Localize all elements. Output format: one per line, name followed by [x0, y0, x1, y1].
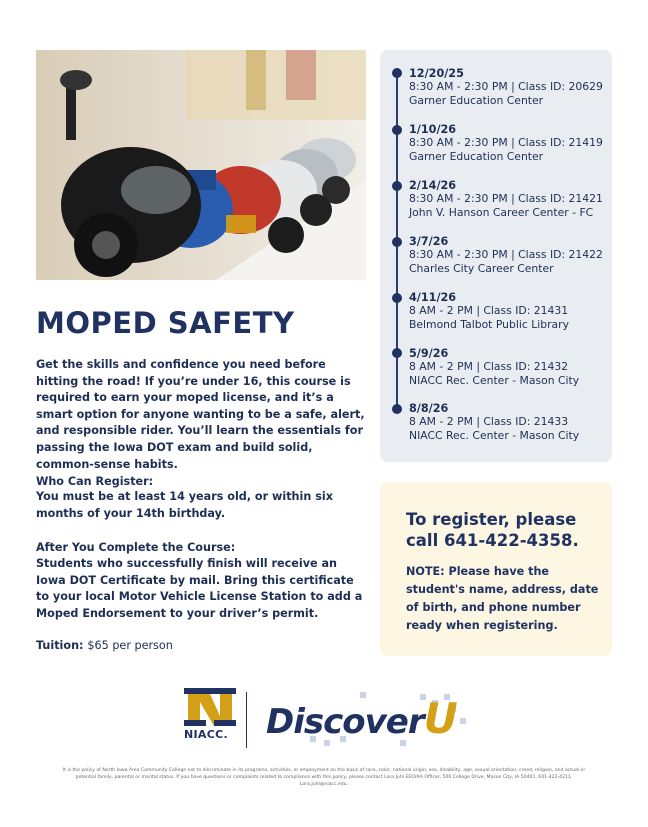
niacc-emblem-icon — [184, 688, 236, 726]
schedule-session — [409, 402, 579, 442]
session-details: 8 AM - 2 PM | Class ID: 21431 — [409, 304, 569, 318]
discover-u-mark: U — [423, 694, 457, 743]
register-call-text: To register, please call 641-422-4358. — [406, 510, 579, 550]
hero-photo-mopeds — [36, 50, 366, 280]
session-date: 4/11/26 — [409, 291, 457, 304]
discover-wordmark: Discover — [266, 702, 424, 742]
session-details: 8 AM - 2 PM | Class ID: 21433 — [409, 415, 569, 429]
nondiscrimination-footer: It is the policy of North Iowa Area Community College not to discriminate in its programs, activities, or employment on the basis of race, color, national origin, sex, disability, age, sexual orientation, creed, religion, and actual or potential family, parental or marital status. If you have questions or complaints related to compliance with this policy, please contact Lora Juhl EEO/AA Officer, 500 College Drive, Mason City, IA 50401, 641-422-4211, Lora.Juhl@niacc.edu. — [62, 768, 586, 787]
who-can-register-text: You must be at least 14 years old, or within six months of your 14th birthday. — [36, 490, 333, 520]
session-date: 12/20/25 — [409, 67, 464, 80]
session-location: Garner Education Center — [409, 93, 544, 107]
session-details: 8:30 AM - 2:30 PM | Class ID: 21419 — [409, 136, 603, 150]
schedule-session — [409, 123, 603, 163]
session-location: NIACC Rec. Center - Mason City — [409, 373, 580, 387]
session-location: Belmond Talbot Public Library — [409, 317, 569, 331]
intro-paragraph: Get the skills and confidence you need before hitting the road! If you’re under 16, this course is required to earn your moped license, and it’s a smart option for anyone wanting to be a safe, alert, and responsible rider. You’ll learn the essentials for passing the Iowa DOT exam and build solid, common-sense habits. — [36, 358, 365, 471]
session-details: 8:30 AM - 2:30 PM | Class ID: 20629 — [409, 80, 603, 94]
session-details: 8 AM - 2 PM | Class ID: 21432 — [409, 360, 569, 374]
page-title: MOPED SAFETY — [36, 306, 295, 340]
tuition — [36, 638, 368, 655]
timeline-dot — [392, 125, 402, 135]
session-location: John V. Hanson Career Center - FC — [409, 205, 594, 219]
session-date: 5/9/26 — [409, 347, 449, 360]
after-course-heading: After You Complete the Course: — [36, 541, 236, 554]
timeline-dot — [392, 348, 402, 358]
session-date: 2/14/26 — [409, 179, 457, 192]
timeline-dot — [392, 68, 402, 78]
session-date: 3/7/26 — [409, 235, 449, 248]
schedule-session — [409, 347, 579, 387]
schedule-session — [409, 291, 569, 331]
session-location: Garner Education Center — [409, 149, 544, 163]
timeline-dot — [392, 181, 402, 191]
tuition-label: Tuition: — [36, 639, 84, 652]
schedule-session — [409, 67, 603, 107]
schedule-session — [409, 179, 603, 219]
session-date: 1/10/26 — [409, 123, 457, 136]
after-course-text: Students who successfully finish will receive an Iowa DOT Certificate by mail. Bring this certificate to your local Motor Vehicle License Station to add a Moped Endorsement to your driver’s permit. — [36, 557, 363, 620]
schedule-session — [409, 235, 603, 275]
session-details: 8:30 AM - 2:30 PM | Class ID: 21422 — [409, 248, 603, 262]
session-location: Charles City Career Center — [409, 261, 554, 275]
tuition-value: $65 per person — [87, 639, 173, 652]
who-can-register-heading: Who Can Register: — [36, 475, 154, 488]
timeline-dot — [392, 404, 402, 414]
discoveru-logo — [266, 694, 457, 743]
session-location: NIACC Rec. Center - Mason City — [409, 428, 580, 442]
timeline-dot — [392, 293, 402, 303]
timeline-dot — [392, 237, 402, 247]
logo-divider — [246, 692, 247, 748]
niacc-wordmark: NIACC. — [184, 728, 228, 741]
session-date: 8/8/26 — [409, 402, 449, 415]
register-note: NOTE: Please have the student's name, address, date of birth, and phone number ready when registering. — [406, 565, 599, 632]
session-details: 8:30 AM - 2:30 PM | Class ID: 21421 — [409, 192, 603, 206]
